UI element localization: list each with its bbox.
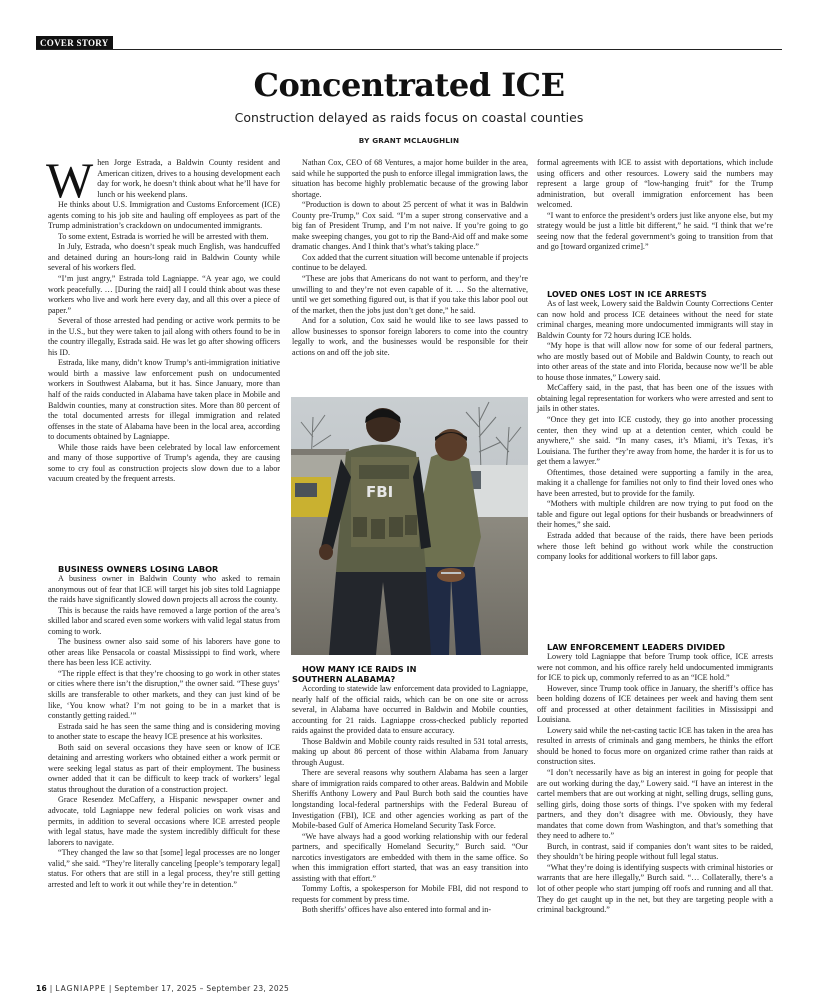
paragraph: “These are jobs that Americans do not want to perform, and they’re unwilling to and they’re not even capable of it. … So the alternative, until we get something figured out, is that if you take this labor pool out of the market, then the jobs just don’t get done,” he said.: [292, 274, 528, 315]
paragraph: “Once they get into ICE custody, they go into another processing center, then they wind up at a detention center, which could be anywhere,” she said. “In many cases, it’s Miami, it’s Texas, it’s Louisiana. The further they’re away from home, the harder it is for us to get them a lawyer.”: [537, 415, 773, 467]
vest-text: FBI: [366, 483, 394, 501]
paragraph: Lowery told Lagniappe that before Trump took office, ICE arrests were not common, and his office rarely held undocumented immigrants for ICE to pick up, commonly referred to as an “ICE hold.”: [537, 652, 773, 683]
paragraph: The business owner also said some of his laborers have gone to other areas like Pensacola or coastal Mississippi to find work, where there has been less ICE activity.: [48, 637, 280, 668]
article-column-3: [537, 158, 773, 253]
section-heading: BUSINESS OWNERS LOSING LABOR: [58, 564, 219, 574]
paragraph: Both sheriffs’ offices have also entered into formal and in-: [302, 905, 492, 915]
paragraph: McCaffery said, in the past, that has been one of the issues with obtaining legal representation for workers who were arrested and sent to jails in other states.: [537, 383, 773, 414]
article-column-1: [46, 152, 280, 485]
paragraph: “What they’re doing is identifying suspects with criminal histories or warrants that are here illegally,” Burch said. “… Collaterally, there’s a lot of other people who start jumping off roofs and running and all that. They do get caught up in the net, but they are targeting people with a criminal background.”: [537, 862, 773, 915]
paragraph: However, since Trump took office in January, the sheriff’s office has been holding dozens of ICE detainees per week and having them sent off and processed at other detainment facilities in Mississippi and Louisiana.: [537, 683, 773, 725]
paragraph: “I don’t necessarily have as big an interest in going for people that are out working during the day,” Lowery said. “I have an interest in the cartel members that are out working at night, selling drugs, selling guns, selling girls, doing those sorts of things. I’ve spoken with my federal partners, and they don’t disagree with me. Obviously, they have mandates that come down from Washington, and that’s something that they need to adhere to.”: [537, 768, 773, 841]
paragraph: “I want to enforce the president’s orders just like anyone else, but my strategy would be just a little bit different,” he said. “I think that we’re seeing now that the federal government’s going to transition from that and go [toward organized crime].”: [537, 210, 773, 252]
paragraph: “My hope is that will allow now for some of our federal partners, who are mostly based out of Mobile and Baldwin County, to reach out into other areas of the state and into Florida, because now we’ll be able to house those inmates,” Lowery said.: [537, 341, 773, 382]
paragraph: Estrada added that because of the raids, there have been periods where those left behind go without work while the construction company looks for additional workers to fill labor gaps.: [537, 531, 773, 562]
byline: BY GRANT MCLAUGHLIN: [358, 136, 460, 145]
headline: Concentrated ICE: [253, 66, 565, 104]
paragraph: “I’m just angry,” Estrada told Lagniappe. “A year ago, we could work peacefully. … [During the raid] all I could think about was these workers who live and work here every day, and all this over a piece of paper.”: [48, 274, 280, 315]
paragraph: This is because the raids have removed a large portion of the area’s skilled labor and scared even some workers with valid legal status from coming to work.: [48, 605, 280, 636]
paragraph: There are several reasons why southern Alabama has seen a larger share of immigration raids compared to other areas. Baldwin and Mobile Sheriffs Anthony Lowery and Paul Burch both said the counties have longstanding local-federal partnerships with the Federal Bureau of Investigation (FBI), ICE and other agencies working as part of the Mobile-based Gulf of America Homeland Security Task Force.: [292, 768, 528, 831]
paragraph: Burch, in contrast, said if companies don’t want sites to be raided, they shouldn’t be hiring people without full legal status.: [537, 841, 773, 862]
paragraph: “The ripple effect is that they’re choosing to go work in other states or cities where there isn’t the disruption,” the owner said. “These guys’ skills are transferable to other markets, and they can just kind of be like, ‘You know what? I’m not going to be in a market that is constantly getting raided.’”: [48, 668, 280, 721]
publication-name: LAGNIAPPE: [55, 984, 107, 993]
page-footer: 16 | LAGNIAPPE | September 17, 2025 – September 23, 2025: [36, 984, 290, 993]
paragraph: To some extent, Estrada is worried he will be arrested with them.: [58, 231, 269, 241]
paragraph: Tommy Loftis, a spokesperson for Mobile FBI, did not respond to requests for comment by press time.: [292, 884, 528, 904]
paragraph: While those raids have been celebrated by local law enforcement and many of those supportive of Trump’s agenda, they are causing some to cry foul as construction projects slow down due to a labor vacuum created by the frequent arrests.: [48, 442, 280, 484]
paragraph: “They changed the law so that [some] legal processes are no longer valid,” she said. “They’re literally canceling [people’s temporary legal] status. For others that are still in a legal process, they’re still getting arrested and left to work it out while they’re in detention.”: [48, 848, 280, 889]
section-heading: HOW MANY ICE RAIDS IN SOUTHERN ALABAMA?: [292, 664, 417, 684]
paragraph: Estrada said he has seen the same thing and is considering moving to another state to escape the heavy ICE presence at his worksites.: [48, 721, 280, 742]
photo-illustration: [291, 397, 528, 655]
paragraph: A business owner in Baldwin County who asked to remain anonymous out of fear that ICE will target his job sites told Lagniappe the raids have significantly slowed down projects all across the county.: [48, 574, 280, 605]
article-column-1-lower: [48, 564, 280, 890]
paragraph: When Jorge Estrada, a Baldwin County resident and American citizen, drives to a housing development each day for work, he doesn’t think about what he’ll have for lunch or his weekend plans.: [46, 152, 280, 208]
paragraph: “Mothers with multiple children are now trying to put food on the table and figure out legal options for their husbands or breadwinners of their homes,” she said.: [537, 499, 773, 530]
article-column-2-lower: [292, 664, 528, 916]
paragraph: Oftentimes, those detained were supporting a family in the area, making it a challenge for families not only to find their loved ones who have been arrested, but to provide for the family.: [537, 467, 773, 498]
paragraph: Those Baldwin and Mobile county raids resulted in 531 total arrests, making up about 86 percent of those within Alabama from January through August.: [292, 736, 528, 767]
paragraph: Both said on several occasions they have seen or know of ICE detaining and arresting workers who obtained either a work permit or were seeking legal status as part of their employment. The business owner added that it can be difficult to keep track of workers’ legal status throughout the duration of a construction project.: [48, 742, 280, 794]
paragraph: Lowery said while the net-casting tactic ICE has taken in the area has resulted in arrests of criminals and gang members, he thinks the effort should be honed to focus more on organized crime rather than raids at construction sites.: [537, 725, 773, 767]
paragraph: “Production is down to about 25 percent of what it was in Baldwin County pre-Trump,” Cox said. “I’m a super strong conservative and a big fan of President Trump, and I’m not naive. If you’re going to go make sweeping changes, you got to rip the Band-Aid off and make some dramatic changes. And I think that’s what’s taking place.”: [292, 200, 528, 252]
paragraph: He thinks about U.S. Immigration and Customs Enforcement (ICE) agents coming to his job site and hauling off employees as part of the Trump administration’s crackdown on undocumented immigrants.: [48, 200, 280, 231]
paragraph: Several of those arrested had pending or active work permits to be in the U.S., but they were taken to jail along with others found to be in the country illegally, Estrada said. He was let go after showing officers his ID.: [48, 316, 280, 357]
paragraph: As of last week, Lowery said the Baldwin County Corrections Center can now hold and process ICE detainees without the need for state criminal charges, meaning more undocumented immigrants will stay in Baldwin County for 72 hours during ICE holds.: [537, 299, 773, 340]
paragraph: In July, Estrada, who doesn’t speak much English, was handcuffed and detained during an hours-long raid in Baldwin County while several of his workers fled.: [48, 242, 280, 273]
paragraph: Grace Resendez McCaffery, a Hispanic newspaper owner and advocate, told Lagniappe new federal policies on work visas and permits, in addition to several occasions where ICE arrested people with legal status, have made the system incredibly difficult for these laborers to navigate.: [48, 795, 280, 847]
section-rule: [36, 36, 782, 50]
subhead: Construction delayed as raids focus on coastal counties: [234, 110, 584, 125]
paragraph: According to statewide law enforcement data provided to Lagniappe, nearly half of the official raids, which can be on one site or across several, in Alabama have occurred in Baldwin and Mobile counties, accounting for 21 raids. Lagniappe cross-checked publicly reported raids against the provided data to ensure accuracy.: [292, 684, 528, 736]
section-heading: LAW ENFORCEMENT LEADERS DIVIDED: [547, 642, 725, 652]
issue-dates: September 17, 2025 – September 23, 2025: [114, 984, 290, 993]
section-tag: COVER STORY: [36, 36, 113, 49]
paragraph: Estrada, like many, didn’t know Trump’s anti-immigration initiative would birth a massive law enforcement push on undocumented workers in Southwest Alabama, but it has. Since January, more than half of the raids conducted in Alabama have taken place in Mobile and Baldwin counties, many at construction sites. More than 80 percent of the total documented arrests for illegal immigration and related offenses in the state of Alabama have been in the local area, according to documents obtained by Lagniappe.: [48, 358, 280, 442]
page-number: 16: [36, 984, 48, 993]
article-column-3-lower: [537, 642, 773, 916]
photo-fbi-agents: [291, 397, 528, 655]
section-heading: LOVED ONES LOST IN ICE ARRESTS: [547, 289, 707, 299]
paragraph: formal agreements with ICE to assist with deportations, which include using officers and other resources. Lowery said the numbers may represent a large group of “low-hanging fruit” for the Trump administration, but overall immigration enforcement has been welcomed.: [537, 158, 773, 210]
drop-cap: W: [46, 152, 94, 208]
article-column-3-middle: [537, 289, 773, 563]
paragraph: Nathan Cox, CEO of 68 Ventures, a major home builder in the area, said while he supported the push to enforce illegal immigration laws, the situation has become highly problematic because of the growing labor shortage.: [292, 158, 528, 199]
paragraph: “We have always had a good working relationship with our federal partners, and specifically Homeland Security,” Burch said. “Our narcotics investigators are embedded with them in the same office. So when this immigration effort started, that was an easy transition into assisting with that effort.”: [292, 831, 528, 883]
paragraph: Cox added that the current situation will become untenable if projects continue to be delayed.: [292, 252, 528, 273]
paragraph: And for a solution, Cox said he would like to see laws passed to allow businesses to sponsor foreign laborers to come into the country legally to work, and the businesses would be responsible for their actions on and off the job site.: [292, 316, 528, 357]
article-column-2: [292, 158, 528, 358]
